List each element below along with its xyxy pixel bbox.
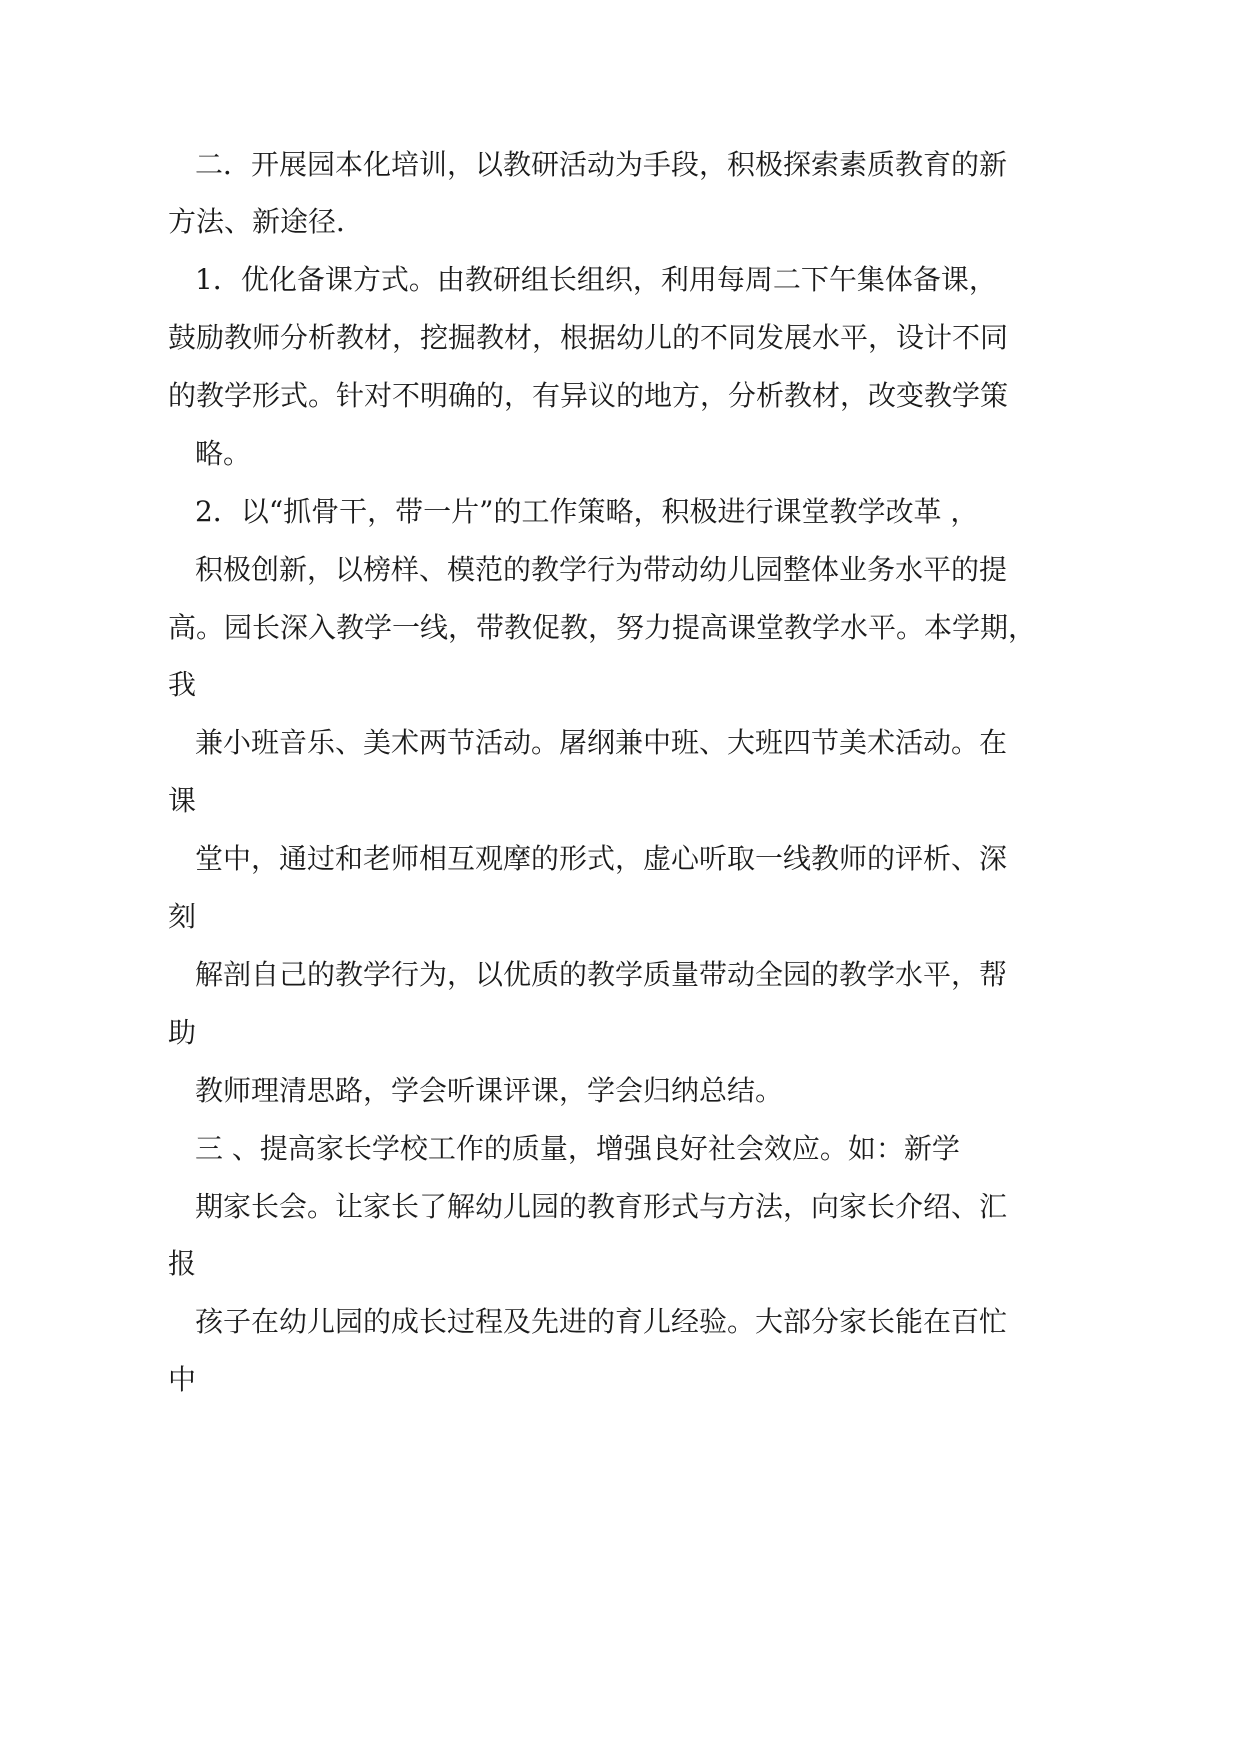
text-line: 助 <box>168 1016 197 1049</box>
text-line: 鼓励教师分析教材，挖掘教材，根据幼儿的不同发展水平，设计不同 <box>168 321 1009 354</box>
text-line: 刻 <box>168 900 197 933</box>
text-line: 积极创新，以榜样、模范的教学行为带动幼儿园整体业务水平的提 <box>195 553 1008 586</box>
text-line: 孩子在幼儿园的成长过程及先进的育儿经验。大部分家长能在百忙 <box>195 1305 1008 1338</box>
text-line: 我 <box>168 668 197 701</box>
text-line: 略。 <box>195 437 252 470</box>
text-line: 期家长会。让家长了解幼儿园的教育形式与方法，向家长介绍、汇 <box>195 1190 1008 1223</box>
text-line: 报 <box>168 1247 197 1280</box>
text-line: 2．以“抓骨干，带一片”的工作策略，积极进行课堂教学改革 ， <box>195 495 979 528</box>
text-line: 1．优化备课方式。由教研组长组织，利用每周二下午集体备课， <box>195 263 997 296</box>
text-line: 三 、提高家长学校工作的质量，增强良好社会效应。如：新学 <box>195 1132 960 1165</box>
text-line: 中 <box>168 1363 197 1396</box>
text-line: 高。园长深入教学一线，带教促教，努力提高课堂教学水平。本学期， <box>168 611 1037 644</box>
text-line: 解剖自己的教学行为，以优质的教学质量带动全园的教学水平，帮 <box>195 958 1008 991</box>
text-line: 课 <box>168 784 197 817</box>
text-line: 方法、新途径． <box>168 205 365 238</box>
text-line: 教师理清思路，学会听课评课，学会归纳总结。 <box>195 1074 784 1107</box>
text-line: 兼小班音乐、美术两节活动。屠纲兼中班、大班四节美术活动。在 <box>195 726 1008 759</box>
text-line: 的教学形式。针对不明确的，有异议的地方，分析教材，改变教学策 <box>168 379 1009 412</box>
text-line: 二．开展园本化培训，以教研活动为手段，积极探索素质教育的新 <box>195 148 1008 181</box>
text-line: 堂中，通过和老师相互观摩的形式，虚心听取一线教师的评析、深 <box>195 842 1008 875</box>
